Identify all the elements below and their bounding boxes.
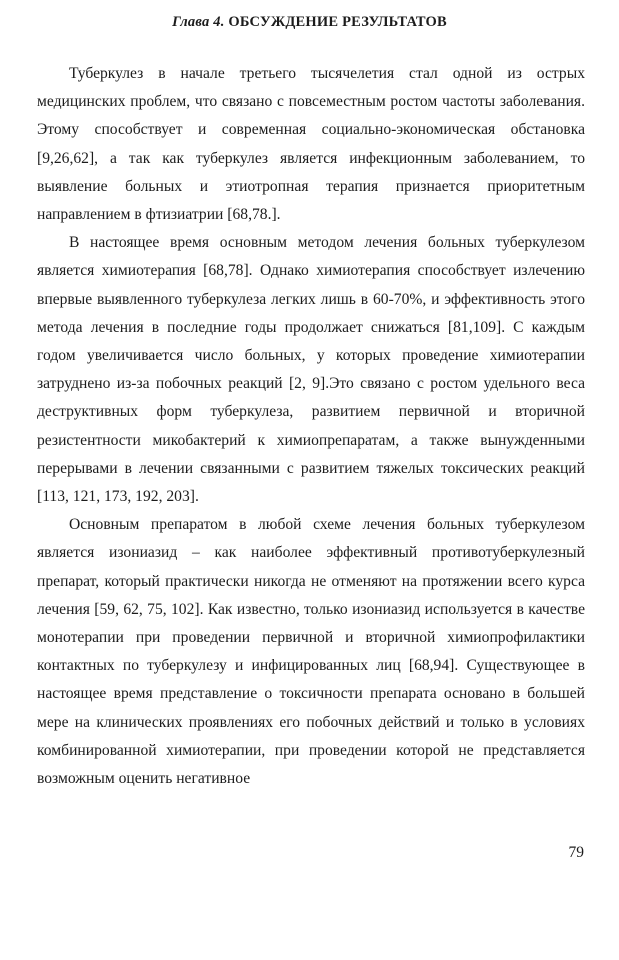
page-number: 79 — [568, 844, 584, 861]
chapter-label: Глава 4. — [172, 14, 225, 30]
paragraph: Основным препаратом в любой схеме лечения больных туберкулезом является изониазид – как наиболее эффективный противотуберкулезный препарат, который практически никогда не отменяют на протяжении всего курса лечения [59, 62, 75, 102]. Как известно, только изониазид используется в качестве монотерапии при проведении первичной и вторичной химиопрофилактики контактных по туберкулезу и инфицированных лиц [68,94]. Существующее в настоящее время представление о токсичности препарата основано в большей мере на клинических проявлениях его побочных действий и только в условиях комбинированной химиотерапии, при проведении которой не представляется возможным оценить негативное — [37, 516, 585, 788]
chapter-heading — [0, 12, 619, 32]
body-text — [37, 60, 585, 793]
chapter-title: ОБСУЖДЕНИЕ РЕЗУЛЬТАТОВ — [228, 14, 447, 30]
paragraph: В настоящее время основным методом лечения больных туберкулезом является химиотерапия [68,78]. Однако химиотерапия способствует излечению впервые выявленного туберкулеза легких лишь в 60-70%, и эффективность этого метода лечения в последние годы продолжает снижаться [81,109]. С каждым годом увеличивается число больных, у которых проведение химиотерапии затруднено из-за побочных реакций [2, 9].Это связано с ростом удельного веса деструктивных форм туберкулеза, развитием первичной и вторичной резистентности микобактерий к химиопрепаратам, а также вынужденными перерывами в лечении связанными с развитием тяжелых токсических реакций [113, 121, 173, 192, 203]. — [37, 234, 585, 506]
paragraph: Туберкулез в начале третьего тысячелетия стал одной из острых медицинских проблем, что связано с повсеместным ростом частоты заболевания. Этому способствует и современная социально-экономическая обстановка [9,26,62], а так как туберкулез является инфекционным заболеванием, то выявление больных и этиотропная терапия признается приоритетным направлением в фтизиатрии [68,78.]. — [37, 65, 585, 224]
